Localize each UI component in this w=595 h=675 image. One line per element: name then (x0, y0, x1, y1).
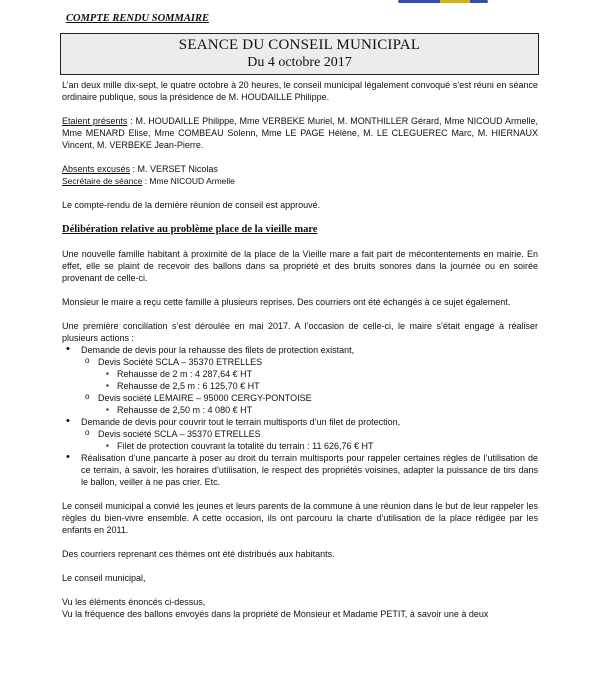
list-item: • Demande de devis pour la rehausse des filets de protection existant, (62, 344, 538, 356)
list-item: o Devis société SCLA – 35370 ETRELLES (62, 428, 538, 440)
section-title: Délibération relative au problème place de la vieille mare (62, 224, 318, 235)
presents-label: Etaient présents (62, 116, 128, 126)
absents-label: Absents excusés (62, 164, 131, 174)
paragraph-1: Une nouvelle famille habitant à proximité de la place de la Vieille mare a fait part de mécontentements en mairie. En effet, elle se plaint de recevoir des ballons dans sa propriété et des bruits sonores dans la journée ou en soirée provenant de celle-ci. (62, 249, 538, 283)
presents-paragraph (62, 115, 538, 151)
title-box (60, 33, 539, 75)
list-item: ▪ Rehausse de 2,50 m : 4 080 € HT (62, 404, 538, 416)
title-line-2: Du 4 octobre 2017 (247, 55, 352, 70)
paragraph-3: Une première conciliation s’est déroulée en mai 2017. A l’occasion de celle-ci, le maire s’était engagé à réaliser plusieurs actions : (62, 321, 538, 343)
approval-paragraph: Le compte-rendu de la dernière réunion de conseil est approuvé. (62, 200, 321, 210)
paragraph-5: Des courriers reprenant ces thèmes ont été distribués aux habitants. (62, 549, 335, 559)
actions-list (62, 344, 538, 488)
paragraph-6: Le conseil municipal, (62, 573, 146, 583)
intro-paragraph: L’an deux mille dix-sept, le quatre octobre à 20 heures, le conseil municipal légalement convoqué s’est réuni en séance ordinaire publique, sous la présidence de M. HOUDAILLE Philippe. (62, 80, 538, 102)
paragraph-7-line-2: Vu la fréquence des ballons envoyés dans la propriété de Monsieur et Madame PETIT, à savoir une à deux (62, 609, 489, 619)
presents-text: : M. HOUDAILLE Philippe, Mme VERBEKE Muriel, M. MONTHILLER Gérard, Mme NICOUD Armelle, Mme MENARD Elise, Mme COMBEAU Solenn, Mme LE PAGE Hélène, M. LE CLEGUEREC Marc, M. HIERNAUX Vincent, M. VERBEKE Jean-Pierre. (62, 116, 538, 150)
title-line-1: SEANCE DU CONSEIL MUNICIPAL (178, 37, 421, 53)
list-item: • Demande de devis pour couvrir tout le terrain multisports d’un filet de protection, (62, 416, 538, 428)
secretaire-text: : Mme NICOUD Armelle (142, 176, 235, 186)
paragraph-2: Monsieur le maire a reçu cette famille à plusieurs reprises. Des courriers ont été échangés à ce sujet également. (62, 297, 511, 307)
paragraph-4: Le conseil municipal a convié les jeunes et leurs parents de la commune à une réunion dans le but de leur rappeler les règles du bien-vivre ensemble. A cette occasion, ils ont parcouru la charte d’utilisation de la place rédigée par les enfants en 2011. (62, 501, 538, 535)
list-item: ▪ Rehausse de 2 m : 4 287,64 € HT (62, 368, 538, 380)
list-item: o Devis Société SCLA – 35370 ETRELLES (62, 356, 538, 368)
list-item: o Devis société LEMAIRE – 95000 CERGY-PONTOISE (62, 392, 538, 404)
list-item: • Réalisation d’une pancarte à poser au droit du terrain multisports pour rappeler certaines règles de l’utilisation de ce terrain, à savoir, les horaires d’utilisation, le respect des propriétés voisines, adapter la puissance de tirs dans le ballon, veiller à ne pas crier. Etc. (62, 452, 538, 488)
secretaire-label: Secrétaire de séance (62, 176, 143, 186)
paragraph-7-line-1: Vu les éléments énoncés ci-dessus, (62, 597, 206, 607)
document-body (62, 79, 538, 620)
document-header-label: COMPTE RENDU SOMMAIRE (66, 13, 209, 24)
list-item: ▪ Rehausse de 2,5 m : 6 125,70 € HT (62, 380, 538, 392)
secretaire-line (62, 175, 538, 187)
absents-line (62, 163, 538, 175)
absents-text: : M. VERSET Nicolas (130, 164, 218, 174)
logo-mark-accent (440, 0, 470, 3)
list-item: ▪ Filet de protection couvrant la totalité du terrain : 11 626,76 € HT (62, 440, 538, 452)
